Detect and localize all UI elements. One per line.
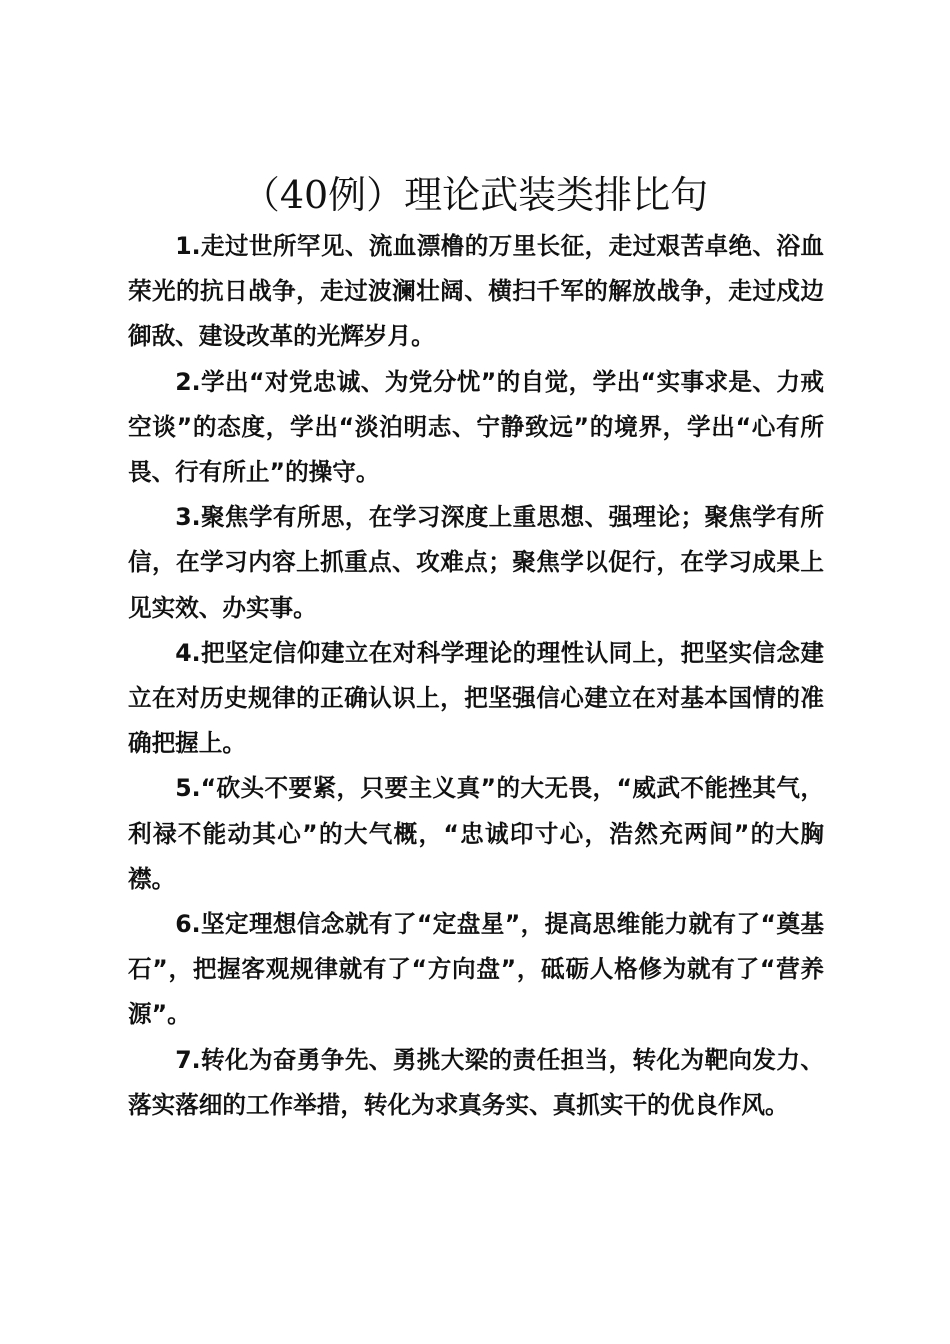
- paragraph-5: 5.“砍头不要紧，只要主义真”的大无畏，“威武不能挫其气，利禄不能动其心”的大气概，“忠诚印寸心，浩然充两间”的大胸襟。: [128, 774, 824, 893]
- document-body: [128, 224, 824, 1128]
- paragraph-7: 7.转化为奋勇争先、勇挑大梁的责任担当，转化为靶向发力、落实落细的工作举措，转化为求真务实、真抓实干的优良作风。: [128, 1045, 824, 1119]
- paragraph-1: 1.走过世所罕见、流血漂橹的万里长征，走过艰苦卓绝、浴血荣光的抗日战争，走过波澜壮阔、横扫千军的解放战争，走过戍边御敌、建设改革的光辉岁月。: [128, 232, 824, 351]
- paragraph-3: 3.聚焦学有所思，在学习深度上重思想、强理论；聚焦学有所信，在学习内容上抓重点、攻难点；聚焦学以促行，在学习成果上见实效、办实事。: [128, 503, 824, 622]
- paragraph-6: 6.坚定理想信念就有了“定盘星”，提高思维能力就有了“奠基石”，把握客观规律就有了“方向盘”，砥砺人格修为就有了“营养源”。: [128, 910, 824, 1029]
- paragraph-4: 4.把坚定信仰建立在对科学理论的理性认同上，把坚实信念建立在对历史规律的正确认识上，把坚强信心建立在对基本国情的准确把握上。: [128, 638, 824, 758]
- paragraph-2: 2.学出“对党忠诚、为党分忧”的自觉，学出“实事求是、力戒空谈”的态度，学出“淡泊明志、宁静致远”的境界，学出“心有所畏、行有所止”的操守。: [128, 367, 824, 487]
- document-title: （40例）理论武装类排比句: [241, 173, 709, 217]
